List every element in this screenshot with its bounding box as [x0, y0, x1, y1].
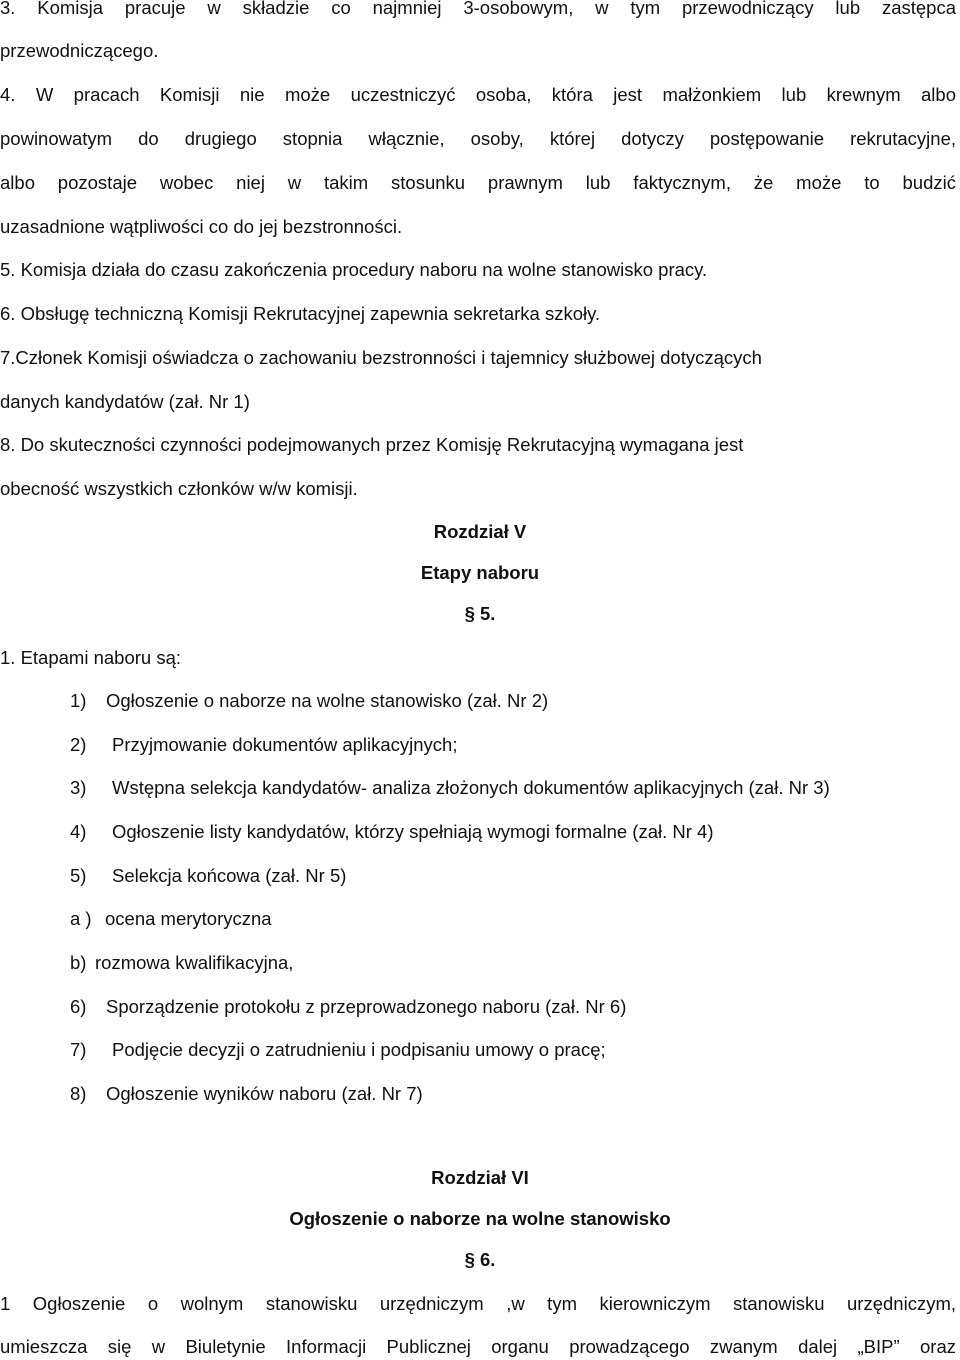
paragraph-6: 6. Obsługę techniczną Komisji Rekrutacyjnej zapewnia sekretarka szkoły.	[0, 303, 601, 324]
paragraph-4-line-2: powinowatym do drugiego stopnia włącznie, osoby, której dotyczy postępowanie rekrutacyjne,	[0, 128, 956, 149]
list-item-text: Ogłoszenie listy kandydatów, którzy spełniają wymogi formalne (zał. Nr 4)	[112, 821, 714, 842]
paragraph-7-line-2: danych kandydatów (zał. Nr 1)	[0, 391, 250, 412]
list-item	[70, 995, 960, 1019]
list-item-number: 5)	[70, 865, 87, 886]
list-item-number: 7)	[70, 1039, 87, 1060]
list-item-text: ocena merytoryczna	[105, 908, 272, 929]
list-item	[70, 951, 960, 975]
paragraph-5: 5. Komisja działa do czasu zakończenia procedury naboru na wolne stanowisko pracy.	[0, 259, 708, 280]
list-item-number: 2)	[70, 734, 87, 755]
list-item	[70, 820, 960, 844]
list-item	[70, 1082, 960, 1106]
list-item-text: Przyjmowanie dokumentów aplikacyjnych;	[112, 734, 458, 755]
list-item-number: 3)	[70, 777, 87, 798]
list-item-text: Podjęcie decyzji o zatrudnieniu i podpisaniu umowy o pracę;	[112, 1039, 606, 1060]
list-item	[70, 907, 960, 931]
list-item-number: b)	[70, 952, 87, 973]
paragraph-3-line-1: 3. Komisja pracuje w składzie co najmniej 3-osobowym, w tym przewodniczący lub zastępca	[0, 0, 956, 18]
list-item-number: 6)	[70, 996, 87, 1017]
list-item-text: Selekcja końcowa (zał. Nr 5)	[112, 865, 347, 886]
chapter-5-intro: 1. Etapami naboru są:	[0, 647, 181, 668]
list-item-number: a )	[70, 908, 92, 929]
chapter-5-subtitle: Etapy naboru	[420, 562, 540, 583]
list-item	[70, 776, 960, 800]
list-item-number: 4)	[70, 821, 87, 842]
list-item-text: Ogłoszenie wyników naboru (zał. Nr 7)	[106, 1083, 423, 1104]
paragraph-4-line-3: albo pozostaje wobec niej w takim stosunku prawnym lub faktycznym, że może to budzić	[0, 172, 956, 193]
paragraph-3-line-2: przewodniczącego.	[0, 40, 159, 61]
paragraph-8-line-1: 8. Do skuteczności czynności podejmowanych przez Komisję Rekrutacyjną wymagana jest	[0, 434, 744, 455]
list-item	[70, 733, 960, 757]
list-item	[70, 689, 960, 713]
list-item	[70, 1038, 960, 1062]
list-item-text: Sporządzenie protokołu z przeprowadzonego naboru (zał. Nr 6)	[106, 996, 627, 1017]
list-item	[70, 864, 960, 888]
list-item-number: 8)	[70, 1083, 87, 1104]
paragraph-4-line-4: uzasadnione wątpliwości co do jej bezstronności.	[0, 216, 403, 237]
chapter-6-subtitle: Ogłoszenie o naborze na wolne stanowisko	[289, 1208, 671, 1229]
list-item-text: Wstępna selekcja kandydatów- analiza złożonych dokumentów aplikacyjnych (zał. Nr 3)	[112, 777, 830, 798]
paragraph-4-line-1: 4. W pracach Komisji nie może uczestniczyć osoba, która jest małżonkiem lub krewnym albo	[0, 84, 956, 105]
section-5-heading: § 5.	[464, 603, 496, 624]
paragraph-8-line-2: obecność wszystkich członków w/w komisji.	[0, 478, 358, 499]
list-item-text: Ogłoszenie o naborze na wolne stanowisko (zał. Nr 2)	[106, 690, 549, 711]
section-6-heading: § 6.	[464, 1249, 496, 1270]
paragraph-7-line-1: 7.Członek Komisji oświadcza o zachowaniu bezstronności i tajemnicy służbowej dotyczących	[0, 347, 762, 368]
chapter-6-title: Rozdział VI	[431, 1167, 529, 1188]
list-item-text: rozmowa kwalifikacyjna,	[95, 952, 294, 973]
chapter-6-paragraph-1-line-1: 1 Ogłoszenie o wolnym stanowisku urzędniczym ,w tym kierowniczym stanowisku urzędniczym,	[0, 1293, 956, 1314]
list-item-number: 1)	[70, 690, 87, 711]
chapter-5-title: Rozdział V	[433, 521, 527, 542]
chapter-6-paragraph-1-line-2: umieszcza się w Biuletynie Informacji Publicznej organu prowadzącego zwanym dalej „BIP” oraz	[0, 1336, 956, 1357]
